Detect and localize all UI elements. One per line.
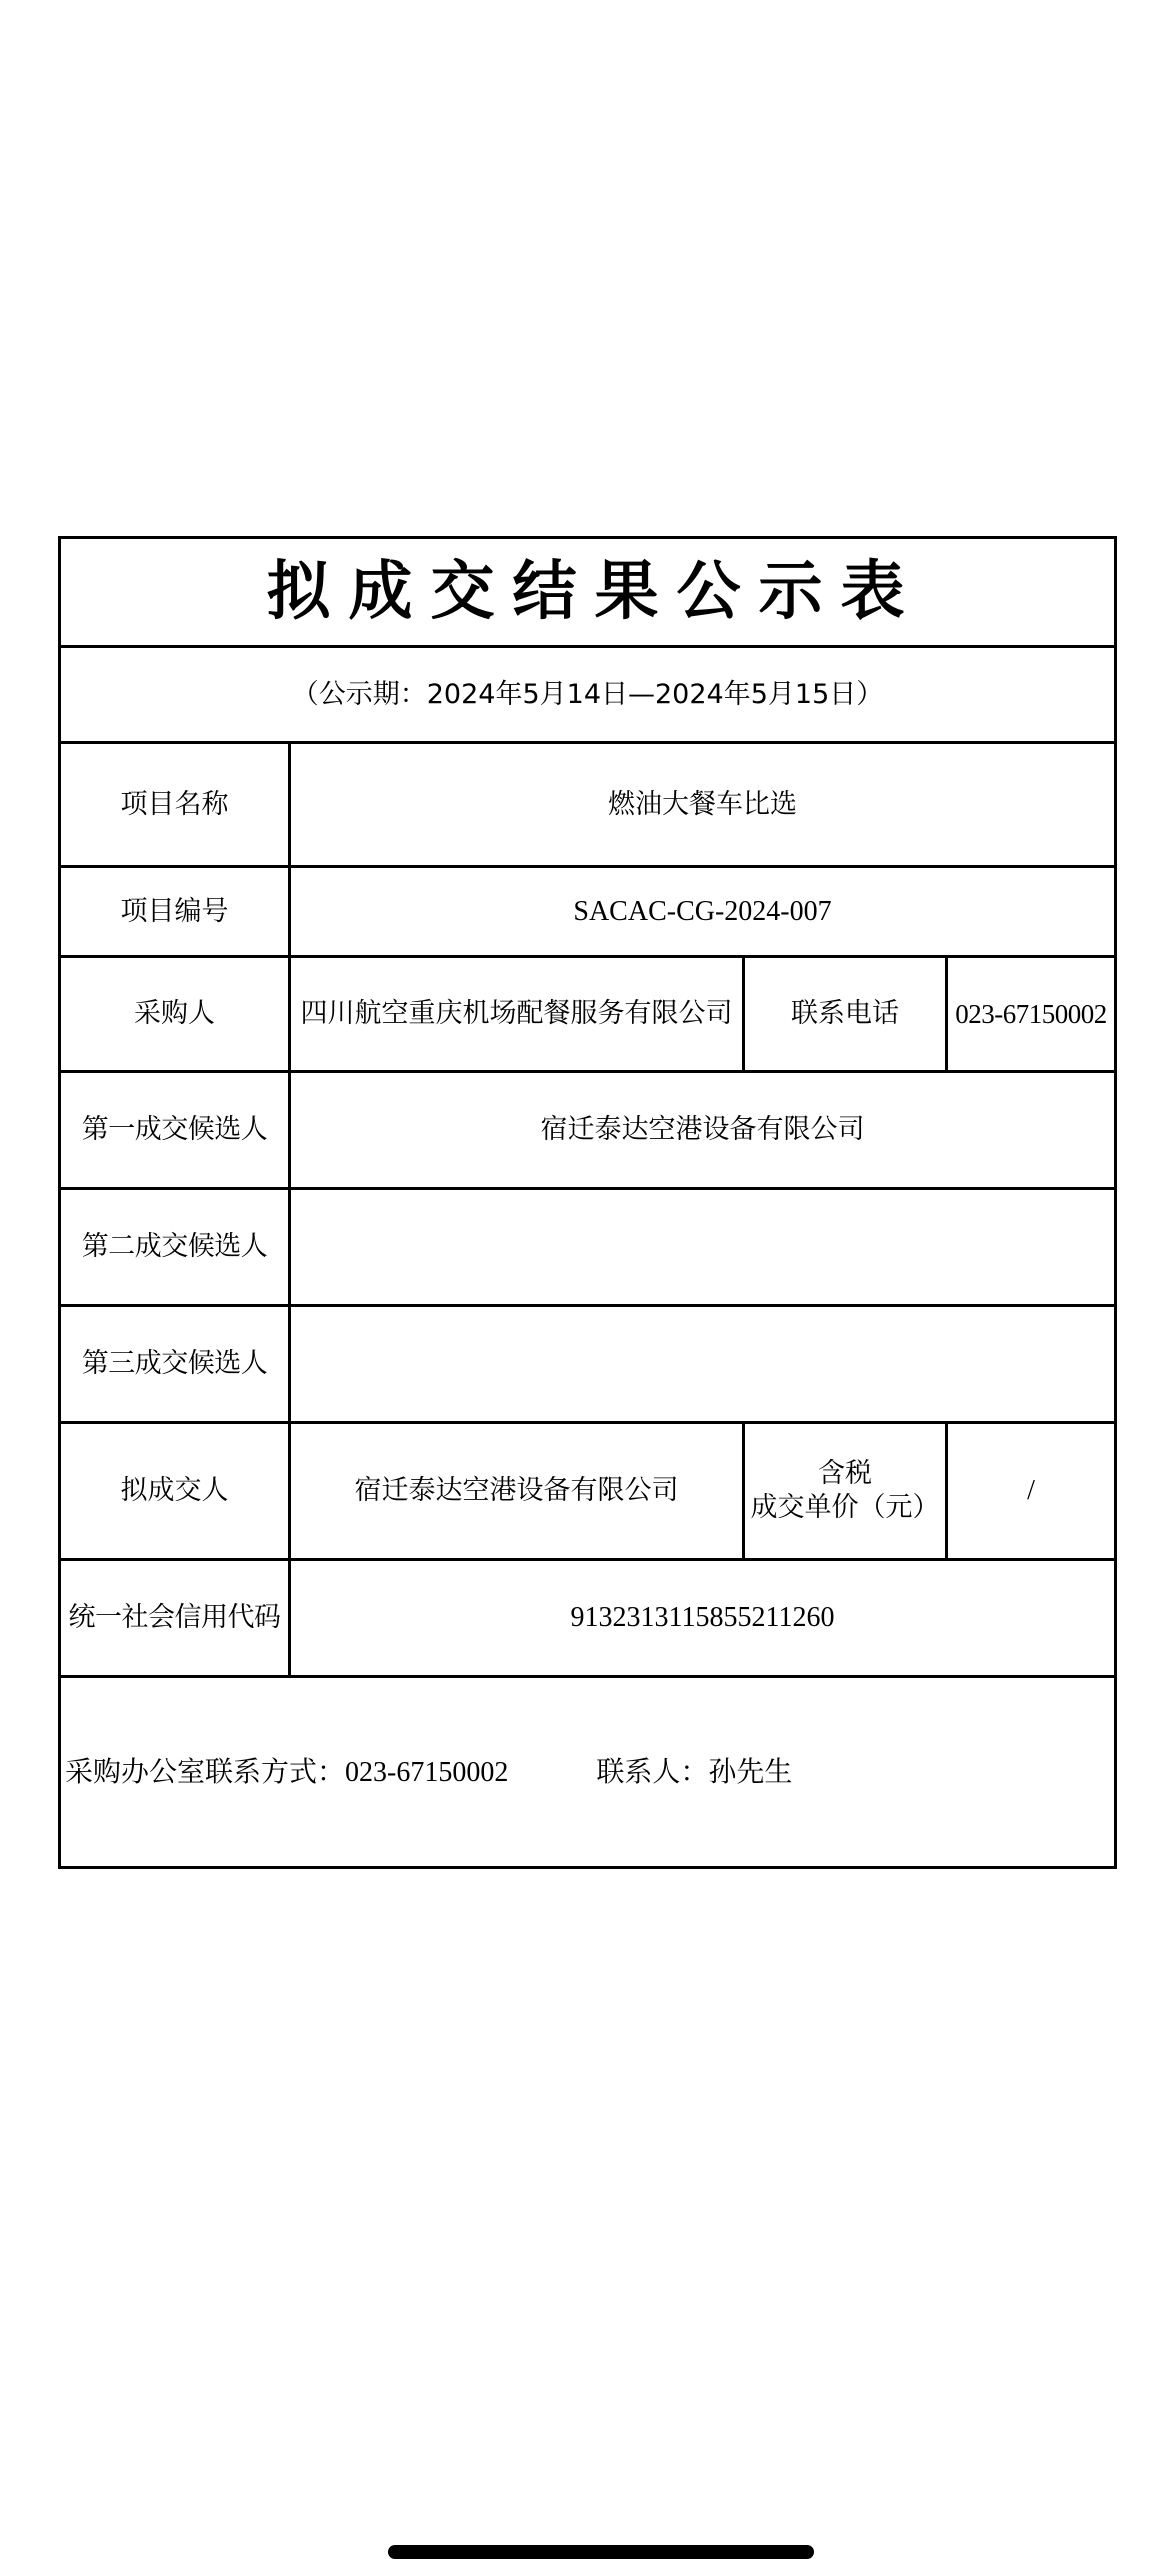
contact-footer [60,1677,1116,1868]
proposed-winner-value: 宿迁泰达空港设备有限公司 [290,1423,744,1560]
contact-person-value: 孙先生 [708,1754,793,1788]
credit-code-label: 统一社会信用代码 [60,1560,290,1677]
unit-price-label-line1: 含税 [818,1458,872,1489]
office-contact-label: 采购办公室联系方式： [65,1754,346,1788]
credit-code-value: 9132313115855211260 [290,1560,1116,1677]
project-name-value: 燃油大餐车比选 [290,743,1116,867]
unit-price-value: / [947,1423,1116,1560]
home-indicator[interactable] [388,2545,814,2559]
document-title: 拟成交结果公示表 [60,538,1116,647]
office-contact-value: 023-67150002 [345,1756,509,1788]
second-candidate-value [290,1189,1116,1306]
contact-phone-value: 023-67150002 [947,957,1116,1072]
first-candidate-label: 第一成交候选人 [60,1072,290,1189]
second-candidate-label: 第二成交候选人 [60,1189,290,1306]
project-number-value: SACAC-CG-2024-007 [290,867,1116,957]
project-name-label: 项目名称 [60,743,290,867]
third-candidate-label: 第三成交候选人 [60,1306,290,1423]
first-candidate-value: 宿迁泰达空港设备有限公司 [290,1072,1116,1189]
contact-phone-label: 联系电话 [744,957,947,1072]
contact-person-label: 联系人： [596,1754,709,1788]
project-number-label: 项目编号 [60,867,290,957]
third-candidate-value [290,1306,1116,1423]
unit-price-label-line2: 成交单价（元） [750,1492,940,1523]
purchaser-label: 采购人 [60,957,290,1072]
proposed-winner-label: 拟成交人 [60,1423,290,1560]
unit-price-label [744,1423,947,1560]
purchaser-value: 四川航空重庆机场配餐服务有限公司 [290,957,744,1072]
result-announcement-table [58,536,1117,1869]
announcement-period: （公示期：2024年5月14日—2024年5月15日） [60,647,1116,743]
